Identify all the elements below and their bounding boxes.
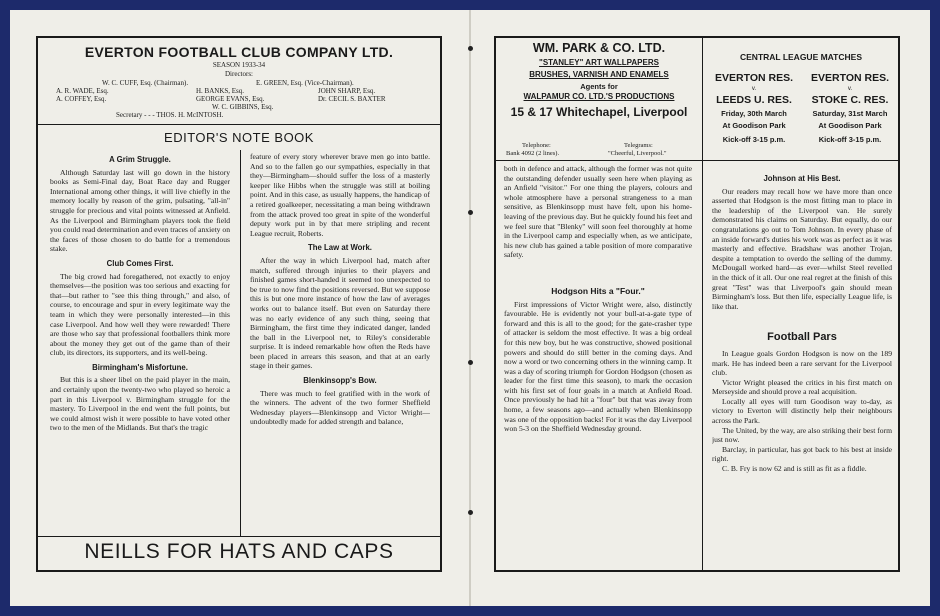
programme-spread <box>10 10 930 606</box>
away-team: LEEDS U. RES. <box>716 94 792 106</box>
central-league-matches <box>704 38 898 160</box>
left-page <box>10 10 470 606</box>
paragraph: C. B. Fry is now 62 and is still as fit as a fiddle. <box>722 464 867 474</box>
match-date: Saturday, 31st March <box>812 109 888 118</box>
park-agents: Agents for <box>580 82 618 91</box>
director-name: JOHN SHARP, Esq. <box>318 87 376 95</box>
director-name: W. C. CUFF, Esq. (Chairman). <box>102 79 189 87</box>
paragraph: both in defence and attack, although the former was not quite the outstanding defender usually seen here when playing as an Anfield "visitor." For one thing the players, colours and whole atmosphere have a personal strangeness to a man sensitive, as Blenkinsopp must have felt, upon his home-leaving of the previous day. But he quickly found his feet and we feel sure that "Blenky" will soon feel thoroughly at home in the Liverpool camp and especially when, as we anticipate, his new club has gained a table position of more comparative safety. <box>504 164 692 260</box>
footer-divider <box>38 536 440 537</box>
park-telephone-label: Telephone: <box>522 142 551 149</box>
secretary: Secretary - - - THOS. H. McINTOSH. <box>116 111 224 119</box>
director-name: GEORGE EVANS, Esq. <box>196 95 265 103</box>
heading-birmingham-misfortune: Birmingham's Misfortune. <box>92 362 188 372</box>
right-column-1 <box>504 164 692 566</box>
match-venue: At Goodison Park <box>818 121 882 130</box>
heading-club-comes-first: Club Comes First. <box>106 258 174 268</box>
header-divider <box>38 124 440 125</box>
central-league-title: CENTRAL LEAGUE MATCHES <box>740 52 862 62</box>
director-name: H. BANKS, Esq. <box>196 87 245 95</box>
director-name: A. R. WADE, Esq. <box>56 87 109 95</box>
home-team: EVERTON RES. <box>715 72 793 84</box>
editor-title: EDITOR'S NOTE BOOK <box>164 130 314 145</box>
kick-off: Kick-off 3-15 p.m. <box>818 135 882 144</box>
park-advert <box>496 38 702 160</box>
footer-advert: NEILLS FOR HATS AND CAPS <box>84 540 394 563</box>
paragraph: First impressions of Victor Wright were, also, distinctly favourable. He is evidently not your bull-at-a-gate type of forward and this is all to the good; for the gate-crasher type of attacker is seldom the most effective. It was a big ordeal for this new boy, but he was constructive, showed positional powers and should do still better in the coming days. And now a word or two concerning others in the winning camp. It was a day of scoring triumph for Gordon Hodgson (chosen as leader for the first time this season), to mark the occasion with his first set of four goals in a match at Anfield Road. Once previously he had hit a "four" but that was away from home, a few seasons ago—and actually when Blenkinsopp was one of the opposition backs! For it was the day Liverpool won 5-3 on the Sheffield Wednesday ground. <box>504 299 692 434</box>
paragraph: There was much to feel gratified with in the work of the winners. The advent of the two former Sheffield Wednesday players—Blenkinsopp and Victor Wright—undoubtedly made for added strength and balance, <box>250 388 430 427</box>
paragraph: Locally all eyes will turn Goodison way to-day, as victory to Everton will distinctly help their neighbours across the Park. <box>712 396 892 426</box>
heading-johnson-best: Johnson at His Best. <box>763 174 841 183</box>
paragraph: After the way in which Liverpool had, match after match, suffered through injuries to their players and finished games short-handed it seemed too unexpected to be true to now find the positions reversed. But we suppose this is but one more instance of how the law of averages works out to balance itself. But even on Saturday there was no early evidence of any such thing, seeing that Birmingham, the first time they indicated danger, landed the ball in the Liverpool net, to Riley's considerable surprise. It is indeed remarkable how often the Reds have been placed in arrears this season, and that at an early stage in their games. <box>250 255 430 371</box>
club-title: EVERTON FOOTBALL CLUB COMPANY LTD. <box>84 44 394 60</box>
paragraph: feature of every story wherever brave men go into battle. And so to the fallen go our sympathies, especially in that they—Birmingham—should suffer the loss of a masterly keeper like Hibbs when the struggle was still at boiling point. And in this case, as usually happens, the handicap of a retired goalkeeper, necessitating a man being withdrawn from the attack proved too great in spite of the wonderful deputy work put in by that mere stripling and recent League recruit, Roberts. <box>250 152 430 238</box>
park-line-brushes: BRUSHES, VARNISH AND ENAMELS <box>529 70 669 79</box>
paragraph: Our readers may recall how we have more than once asserted that Hodgson is the most fitting man to place in the leadership of the Liverpool van. He surely demonstrated his claims on Saturday. But equally, do our congratulations go out to Tom Johnson. In every phase of an inside forward's duties his work was as perfect as it was masterly and effective. Bradshaw was another Trojan, despite a temptation to overdo the selling of the dummy. McDougall worked hard—as ever—whilst Steel revelled in the thick of it all. Our one real regret at the finish of this great "Test" was that Liverpool's gain should mean Birmingham's loss. But then life, especially League life, is like that. <box>712 186 892 311</box>
directors-list <box>56 79 426 123</box>
director-name: W. C. GIBBINS, Esq. <box>212 103 274 111</box>
park-line-wallpapers: "STANLEY" ART WALLPAPERS <box>539 58 659 67</box>
column-divider <box>240 150 241 536</box>
football-pars-title: Football Pars <box>767 331 837 344</box>
left-column-1 <box>50 150 230 536</box>
season: SEASON 1933-34 <box>212 61 266 69</box>
right-page <box>470 10 930 606</box>
right-column-2 <box>712 168 892 566</box>
column-divider <box>702 161 703 570</box>
park-telegrams: "Cheerful, Liverpool." <box>608 150 667 157</box>
paragraph: The big crowd had foregathered, not exactly to enjoy themselves—the position was too serious and exacting for that—but rather to "see this thing through," and also, of course, to encourage and spur in every legitimate way the team in which they were personally interested—in this case Liverpool. And how well they were rewarded! There are those who say that professional footballers think more about the money they get out of the game than of their club, its directors, its supporters, and its well-being. <box>50 271 230 358</box>
ad-divider <box>702 38 703 160</box>
park-walpamur: WALPAMUR CO. LTD.'S PRODUCTIONS <box>523 92 675 101</box>
ads-bottom-divider <box>496 160 898 161</box>
versus: v. <box>751 86 757 92</box>
heading-law-at-work: The Law at Work. <box>308 243 372 253</box>
match-date: Friday, 30th March <box>721 109 787 118</box>
match-saturday <box>804 72 896 144</box>
left-column-2 <box>250 152 430 536</box>
park-telegrams-label: Telegrams: <box>624 142 653 149</box>
park-name: WM. PARK & CO. LTD. <box>532 41 666 55</box>
paragraph: But this is a sheer libel on the paid player in the main, and certainly upon the twenty-two who played so heroic a part in this Liverpool v. Birmingham struggle for the mastery. To Liverpool in the end went the full points, but we could almost wish it were possible to have voted other two to the men of the Midlands. But that's the tragic <box>50 375 230 433</box>
kick-off: Kick-off 3-15 p.m. <box>722 135 786 144</box>
heading-grim-struggle: A Grim Struggle. <box>109 155 171 164</box>
park-telephone: Bank 4092 (2 lines). <box>506 150 560 157</box>
away-team: STOKE C. RES. <box>811 94 889 106</box>
paragraph: Barclay, in particular, has got back to his best at inside right. <box>712 444 892 464</box>
home-team: EVERTON RES. <box>811 72 889 84</box>
match-friday <box>708 72 800 144</box>
director-name: A. COFFEY, Esq. <box>56 95 107 103</box>
match-venue: At Goodison Park <box>722 121 786 130</box>
paragraph: Victor Wright pleased the critics in his first match on Merseyside and should prove a real acquisition. <box>712 377 892 397</box>
director-name: Dr. CECIL S. BAXTER <box>318 95 386 103</box>
paragraph: Although Saturday last will go down in the history books as Semi-Final day, Boat Race day and Rugger International among other things, it will live chiefly in the memory locally by reason of the grim, pulsating, "all-in" struggle for precious and vital points witnessed at Anfield. As the Liverpool and Birmingham players took the field you could read determination and even traces of anxiety on the faces of those chosen to do battle for a tremendous stake. <box>50 167 230 254</box>
paragraph: In League goals Gordon Hodgson is now on the 189 mark. He has indeed been a rare servant for the Liverpool club. <box>712 348 892 378</box>
heading-blenkinsopp-bow: Blenkinsopp's Bow. <box>303 376 377 386</box>
park-address: 15 & 17 Whitechapel, Liverpool <box>510 105 688 119</box>
versus: v. <box>847 86 853 92</box>
directors-label: Directors: <box>225 70 253 78</box>
paragraph: The United, by the way, are also striking their best form just now. <box>712 425 892 445</box>
director-name: E. GREEN, Esq. (Vice-Chairman). <box>256 79 354 87</box>
heading-hodgson-four: Hodgson Hits a "Four." <box>551 285 645 296</box>
